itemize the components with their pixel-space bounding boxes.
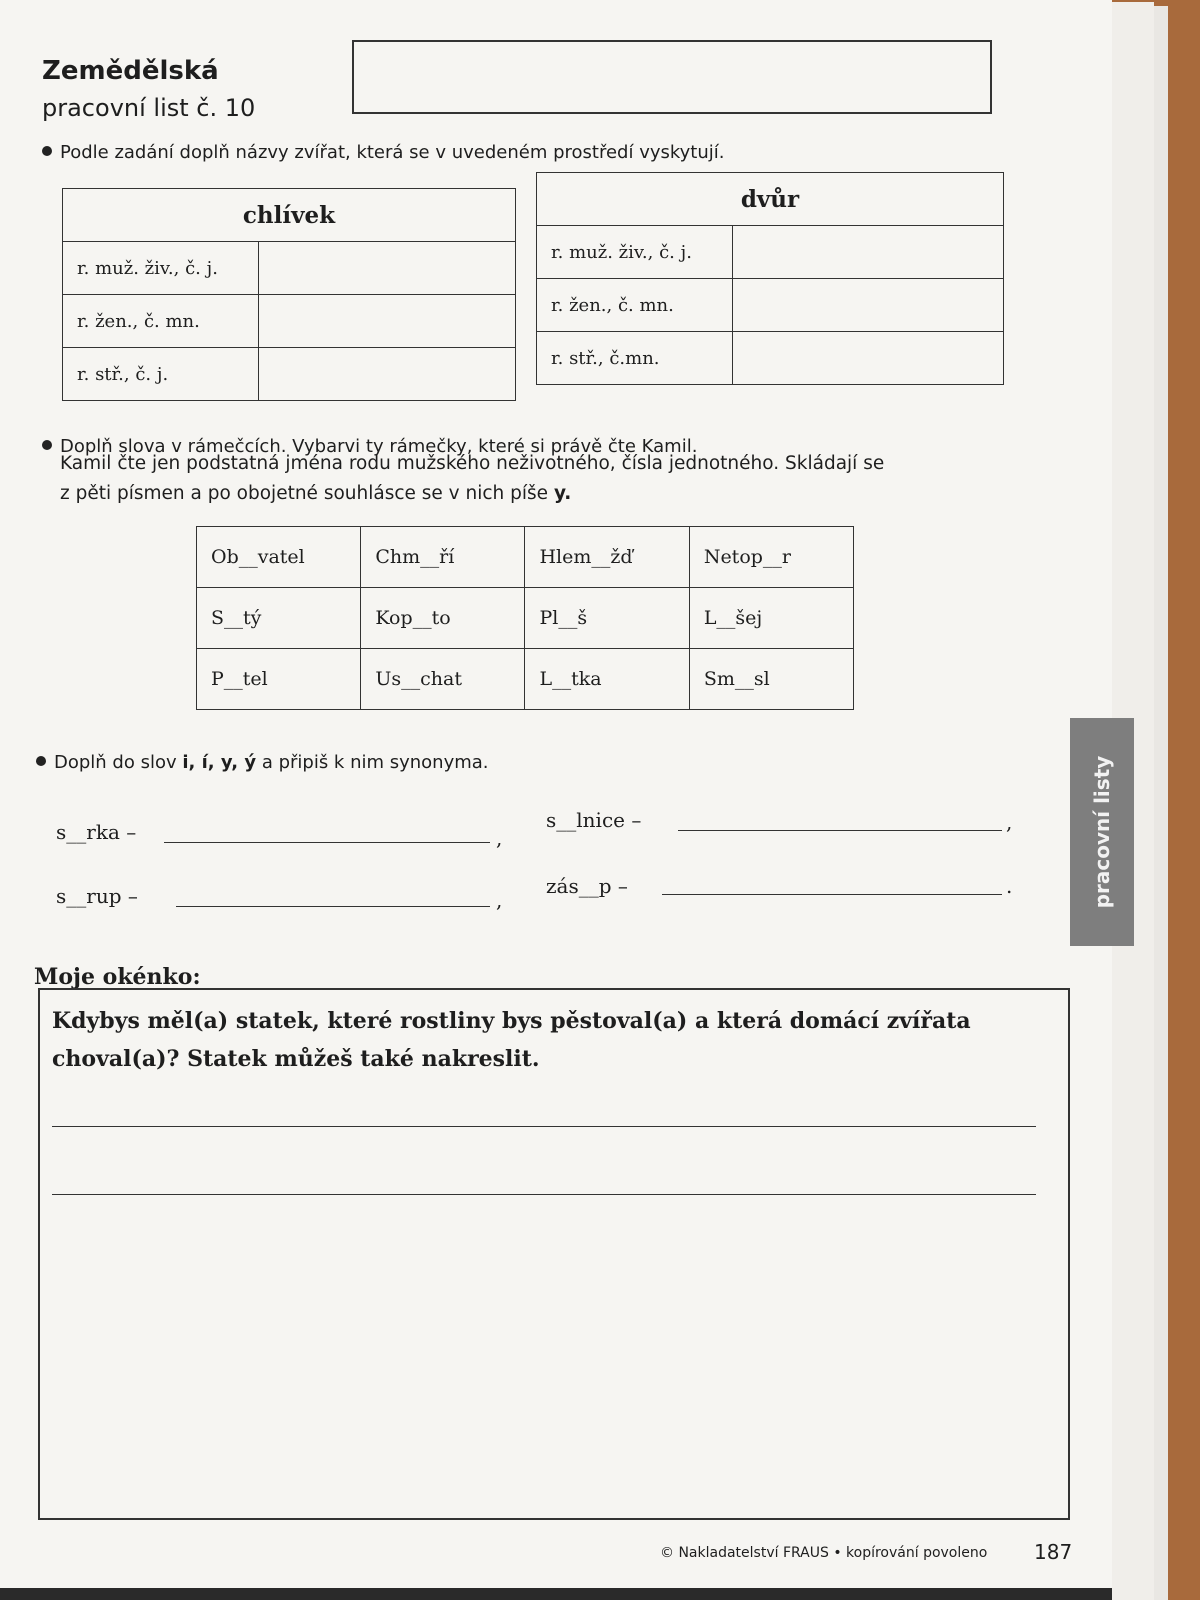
task2-paragraph-line2 [60,478,571,509]
task1-instruction: Podle zadání doplň názvy zvířat, která se v uvedeném prostředí vyskytují. [42,142,725,163]
synonym-separator: , [496,826,503,850]
task2-paragraph-bold: y. [553,483,572,504]
name-box[interactable] [352,40,992,114]
word-cell[interactable]: Chm__ří [361,527,525,588]
word-cell[interactable]: Sm__sl [689,649,853,710]
table-dvur-row-label: r. muž. živ., č. j. [537,226,733,279]
task2-instruction: Doplň slova v rámečcích. Vybarvi ty rámečky, které si právě čte Kamil. [42,436,697,457]
word-cell[interactable]: Ob__vatel [197,527,361,588]
word-cell[interactable]: S__tý [197,588,361,649]
task2-paragraph-line1: Kamil čte jen podstatná jména rodu mužského neživotného, čísla jednotného. Skládají se [60,453,885,474]
synonym-separator: , [496,888,503,912]
task3-instruction: Doplň do slov i, í, y, ý a připiš k nim synonyma. [36,752,489,773]
synonym-word: zás__p – [546,874,628,898]
synonym-separator: , [1006,810,1013,834]
writing-line[interactable] [52,1194,1036,1195]
bullet-icon [42,146,52,156]
answer-cell[interactable] [733,279,1004,332]
bullet-icon [36,756,46,766]
synonym-answer-line[interactable] [164,842,490,843]
moje-okenko-title: Moje okénko: [34,964,201,990]
answer-cell[interactable] [259,348,516,401]
table-chlivek-row-label: r. muž. živ., č. j. [63,242,259,295]
page-title: Zemědělská [42,56,219,86]
answer-cell[interactable] [259,242,516,295]
word-cell[interactable]: Netop__r [689,527,853,588]
word-cell[interactable]: Kop__to [361,588,525,649]
side-tab-label: pracovní listy [1090,755,1114,909]
synonym-separator: . [1006,874,1013,898]
table-chlivek-row-label: r. stř., č. j. [63,348,259,401]
task2-paragraph [60,448,884,479]
table-dvur [536,172,1004,385]
bottom-edge-bar [0,1588,1112,1600]
table-chlivek-row-label: r. žen., č. mn. [63,295,259,348]
synonym-word: s__lnice – [546,808,642,832]
task2-paragraph-text: z pěti písmen a po obojetné souhlásce se v nich píše [60,483,554,504]
table-dvur-row-label: r. žen., č. mn. [537,279,733,332]
worksheet-number: pracovní list č. 10 [42,94,256,122]
table-dvur-heading: dvůr [537,173,1004,226]
bullet-icon [42,440,52,450]
word-cell[interactable]: Hlem__žď [525,527,689,588]
word-cell[interactable]: L__tka [525,649,689,710]
synonym-word: s__rup – [56,884,138,908]
writing-line[interactable] [52,1126,1036,1127]
answer-cell[interactable] [733,332,1004,385]
table-chlivek [62,188,516,401]
side-tab [1070,718,1134,946]
word-cell[interactable]: L__šej [689,588,853,649]
word-cell[interactable]: Us__chat [361,649,525,710]
synonym-answer-line[interactable] [678,830,1002,831]
table-dvur-row-label: r. stř., č.mn. [537,332,733,385]
answer-cell[interactable] [733,226,1004,279]
answer-cell[interactable] [259,295,516,348]
word-cell[interactable]: P__tel [197,649,361,710]
word-grid [196,526,854,710]
moje-okenko-prompt: Kdybys měl(a) statek, které rostliny bys pěstoval(a) a která domácí zvířata choval(a)? Statek můžeš také nakreslit. [52,1008,971,1072]
synonym-answer-line[interactable] [662,894,1002,895]
table-chlivek-heading: chlívek [63,189,516,242]
word-cell[interactable]: Pl__š [525,588,689,649]
synonym-answer-line[interactable] [176,906,490,907]
copyright-footer: © Nakladatelství FRAUS • kopírování povoleno [660,1545,988,1561]
page-number: 187 [1034,1540,1073,1564]
synonym-word: s__rka – [56,820,137,844]
